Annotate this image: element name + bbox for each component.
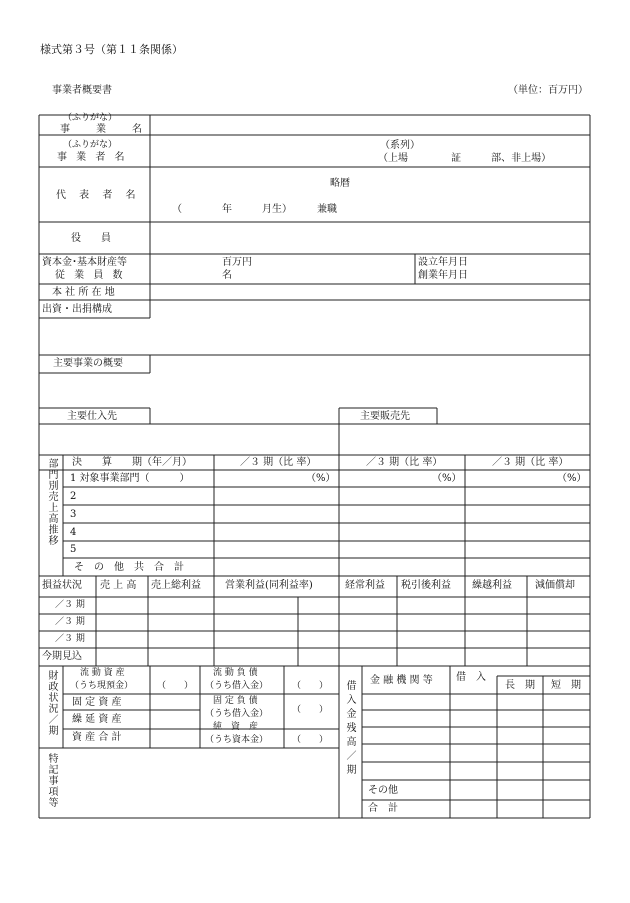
profit-h-6: 繰越利益: [472, 580, 512, 591]
kana-label-2: （ふりがな）: [63, 140, 118, 150]
period-col-2: ／３ 期（比 率）: [366, 457, 443, 468]
special-notes-label: 特記事項等: [46, 753, 57, 808]
suppliers-label: 主要仕入先: [67, 411, 117, 422]
cash-label: （うち現預金）: [70, 681, 134, 691]
form-title: 事業者概要書: [52, 85, 112, 96]
employees-unit: 名: [222, 270, 232, 281]
investment-label: 出資・出捐構成: [42, 304, 112, 315]
deferred-assets-label: 繰 延 資 産: [72, 714, 122, 725]
sales-side-label: 部門別売上高推移: [46, 458, 57, 546]
period-header: 決 算 期（年／月）: [72, 457, 192, 468]
profit-row-1: ／３ 期: [55, 600, 85, 610]
long-term-header: 長 期: [505, 680, 535, 691]
profit-h-7: 減価償却: [535, 580, 575, 591]
sales-row-1: 1 対象事業部門（ ）: [70, 473, 190, 484]
finance-side-label: 財政状況／期: [46, 670, 57, 736]
borrow-label-2: （うち借入金）: [205, 709, 269, 719]
profit-row-4: 今期見込: [42, 651, 82, 662]
founded-label: 創業年月日: [418, 270, 468, 281]
short-term-header: 短 期: [551, 680, 581, 691]
fixed-liab-label: 固 定 負 債: [213, 696, 258, 706]
officers-label: 役 員: [71, 233, 111, 244]
borrow-header: 借 入: [456, 672, 486, 683]
customers-label: 主要販売先: [360, 411, 410, 422]
total-assets-label: 資 産 合 計: [72, 732, 122, 743]
profit-h-3: 営業利益(同利益率): [225, 580, 313, 591]
borrow-paren-1: （ ）: [292, 681, 329, 691]
current-liab-label: 流 動 負 債: [213, 668, 258, 678]
unit-label: （単位：百万円）: [508, 85, 588, 96]
employees-label: 従 業 員 数: [55, 270, 126, 281]
sales-row-3: 3: [70, 509, 77, 520]
borrow-paren-2: （ ）: [292, 705, 329, 715]
borrow-label-1: （うち借入金）: [205, 681, 269, 691]
pct-3: （%）: [557, 473, 587, 484]
kana-label-1: （ふりがな）: [63, 113, 118, 123]
listing-label: （上場 証 部、非上場）: [378, 153, 552, 164]
form-number: 様式第３号（第１１条関係）: [40, 43, 183, 56]
fixed-assets-label: 固 定 資 産: [72, 697, 122, 708]
capital-label: 資本金･基本財産等: [42, 257, 127, 268]
profit-h-0: 損益状況: [42, 580, 82, 591]
profit-row-2: ／３ 期: [55, 617, 85, 627]
profit-h-2: 売上総利益: [151, 580, 201, 591]
sales-row-4: 4: [70, 527, 77, 538]
sales-total: そ の 他 共 合 計: [74, 562, 184, 573]
net-assets-label: 純 資 産: [213, 722, 259, 732]
representative-label: 代 表 者 名: [56, 190, 141, 201]
cash-paren: （ ）: [157, 681, 194, 691]
period-col-3: ／３ 期（比 率）: [492, 457, 569, 468]
series-label: （系列）: [380, 140, 420, 151]
profit-row-3: ／３ 期: [55, 634, 85, 644]
pct-1: （%）: [306, 473, 336, 484]
loans-other: その他: [368, 785, 398, 796]
capital-part-label: （うち資本金）: [205, 735, 269, 745]
hq-label: 本 社 所 在 地: [52, 287, 115, 298]
history-label: 略暦: [330, 178, 350, 189]
pct-2: （%）: [432, 473, 462, 484]
current-assets-label: 流 動 資 産: [80, 668, 125, 678]
institution-header: 金 融 機 関 等: [370, 675, 433, 686]
period-col-1: ／３ 期（比 率）: [240, 457, 317, 468]
established-label: 設立年月日: [418, 257, 468, 268]
profit-h-5: 税引後利益: [401, 580, 451, 591]
capital-paren: （ ）: [292, 735, 329, 745]
profit-h-1: 売 上 高: [100, 580, 137, 591]
business-name-label: 事 業 名: [60, 124, 150, 135]
loans-total: 合 計: [368, 803, 398, 814]
sales-row-5: 5: [70, 544, 77, 555]
capital-unit: 百万円: [222, 257, 252, 268]
profit-h-4: 経常利益: [345, 580, 385, 591]
sales-row-2: 2: [70, 491, 77, 502]
birth-label: （ 年 月生） 兼職: [172, 204, 337, 215]
loans-side-label: 借入金残高／期: [344, 680, 355, 778]
business-overview-label: 主要事業の概要: [53, 358, 123, 369]
operator-name-label: 事 業 者 名: [57, 152, 128, 163]
